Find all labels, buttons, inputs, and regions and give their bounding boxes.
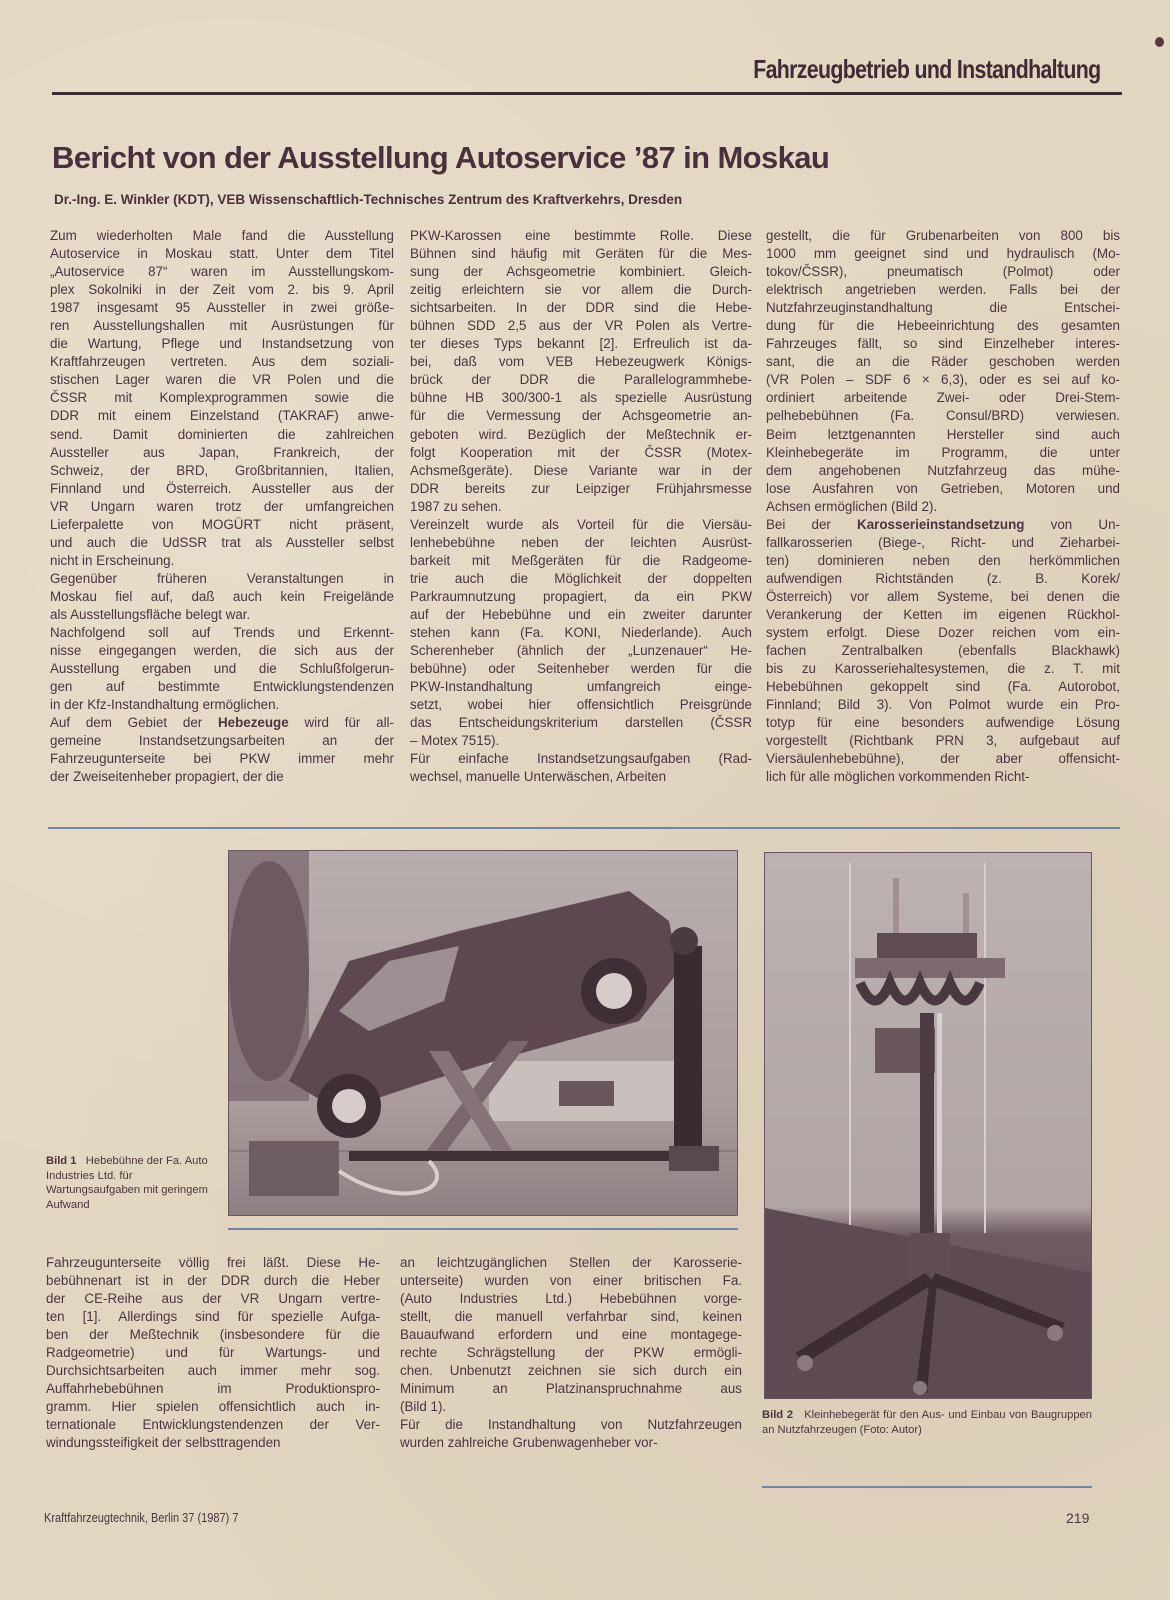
text-line: send. Damit dominierten die zahlreichen <box>50 426 394 442</box>
text-line: Bauaufwand erfordern und eine montagege- <box>400 1327 742 1343</box>
paragraph <box>400 1254 742 1416</box>
text-line: DDR mit einem Einzelstand (TAKRAF) anwe- <box>50 408 394 424</box>
paragraph <box>50 714 394 786</box>
text-run: Auf dem Gebiet der <box>50 715 218 731</box>
text-line: Finnland; Bild 3). Von Polmot wurde ein Pro- <box>766 697 1120 713</box>
text-line: ter dieses Typs bekannt [2]. Erfreulich ist da- <box>410 336 752 352</box>
text-line: (VR Polen – SDF 6 × 6,3), oder es sei auf ko- <box>766 372 1120 388</box>
text-line: gen auf bestimmte Entwicklungstendenzen <box>50 679 394 695</box>
text-line: 1987 zu sehen. <box>410 498 502 514</box>
text-line: ben der Meßtechnik (insbesondere für die <box>46 1327 380 1343</box>
text-line: Zum wiederholten Male fand die Ausstellung <box>50 228 394 243</box>
text-line: geboten wird. Bezüglich der Meßtechnik er- <box>410 426 752 442</box>
text-line: zeitig erleichtern sie vor allem die Durch- <box>410 282 752 298</box>
text-line: für die Vermessung der Achsgeometrie an- <box>410 408 752 424</box>
ink-spot <box>1155 37 1164 47</box>
text-column-2 <box>410 227 752 786</box>
article-title: Bericht von der Ausstellung Autoservice ’87 in Moskau <box>52 140 830 175</box>
text-run: wird für all- <box>288 715 394 731</box>
figure-1-caption <box>46 1154 221 1212</box>
text-line: Viersäulenhebebühne), der aber offensicht- <box>766 751 1120 767</box>
figure-2-photo <box>764 852 1092 1399</box>
text-line: tokov/ČSSR), pneumatisch (Polmot) oder <box>766 264 1120 280</box>
text-line: Scherenheber (ähnlich der „Lunzenauer“ He- <box>410 643 752 659</box>
text-line: der CE-Reihe aus der VR Ungarn vertre- <box>46 1291 380 1307</box>
text-line: sung der Achsgeometrie kombiniert. Gleich- <box>410 264 752 280</box>
keyword-bold: Karosserieinstandsetzung <box>857 516 1025 532</box>
text-column-4 <box>46 1254 380 1453</box>
figure-1-divider <box>228 1228 738 1230</box>
figure-2-caption-text: Kleinhebegerät für den Aus- und Einbau von Baugruppen an Nutzfahrzeugen (Foto: Autor) <box>762 1409 1092 1436</box>
text-column-3 <box>766 227 1120 786</box>
paragraph <box>410 516 752 751</box>
text-line: folgt Kooperation mit der ČSSR (Motex- <box>410 444 752 460</box>
figure-2-divider <box>762 1486 1092 1488</box>
text-line: Verankerung der Ketten im eigenen Rückhol- <box>766 606 1120 622</box>
text-line: Nachfolgend soll auf Trends und Erkennt- <box>50 625 394 641</box>
section-divider <box>48 827 1120 829</box>
text-line: vorgestellt (Richtbank PRN 3, aufgebaut auf <box>766 733 1120 749</box>
text-line: stellt, die manuell verfahrbar sind, keinen <box>400 1309 742 1325</box>
text-line: 1987 insgesamt 95 Aussteller in zwei größe- <box>50 300 394 316</box>
text-line <box>766 516 1120 534</box>
text-line: Bühnen sind häufig mit Geräten für die Mes- <box>410 246 752 262</box>
text-line: bebühnenart ist in der DDR durch die Heber <box>46 1273 380 1289</box>
text-column-1 <box>50 227 394 786</box>
text-line: Minimum an Platzinanspruchnahme aus <box>400 1381 742 1397</box>
paragraph <box>410 750 752 786</box>
text-line: stischen Lager waren die VR Polen und die <box>50 372 394 388</box>
text-line <box>50 714 394 732</box>
text-line: Schweiz, der BRD, Großbritannien, Italien, <box>50 462 394 478</box>
text-line: Österreich) vor allem Systeme, bei denen die <box>766 588 1120 604</box>
text-line: elektrisch angetrieben werden. Falls bei der <box>766 282 1120 298</box>
text-line: Ausstellung ergaben und die Schlußfolgerun- <box>50 661 394 677</box>
text-line: fachen Zentralbalken (ebenfalls Blackhawk) <box>766 643 1120 659</box>
paragraph <box>46 1254 380 1453</box>
text-line: ternationale Entwicklungstendenzen der Ver- <box>46 1417 380 1433</box>
text-line: Für die Instandhaltung von Nutzfahrzeugen <box>400 1417 742 1433</box>
page-number: 219 <box>1066 1510 1090 1526</box>
text-line: VR Ungarn waren trotz der umfangreichen <box>50 498 394 514</box>
text-line: pelhebebühnen (Fa. Consul/BRD) verwiesen. <box>766 408 1120 424</box>
text-line: Beim letztgenannten Hersteller sind auch <box>766 426 1120 442</box>
small-lifting-device-illustration <box>765 853 1091 1398</box>
text-line: fallkarosserien (Biege-, Richt- und Zieharbei- <box>766 534 1120 550</box>
text-line: wurden zahlreiche Grubenwagenheber vor- <box>400 1435 658 1451</box>
text-line: rechte Schrägstellung der PKW ermögli- <box>400 1345 742 1361</box>
text-line: Moskau fiel auf, daß auch kein Freigelände <box>50 588 394 604</box>
text-line: bis zu Karosseriehaltesystemen, die z. T. mit <box>766 661 1120 677</box>
paragraph <box>50 570 394 624</box>
text-line: gemeine Instandsetzungsarbeiten an der <box>50 733 394 749</box>
text-line: Für einfache Instandsetzungsaufgaben (Rad- <box>410 751 752 767</box>
paragraph <box>410 227 752 516</box>
car-lift-illustration <box>229 851 737 1215</box>
paragraph <box>50 624 394 714</box>
text-line: (Bild 1). <box>400 1399 447 1415</box>
journal-reference: Kraftfahrzeugtechnik, Berlin 37 (1987) 7 <box>44 1511 239 1525</box>
text-line: Auffahrhebebühnen im Produktionspro- <box>46 1381 380 1397</box>
text-run: Bei der <box>766 516 858 532</box>
header-rule <box>52 92 1122 95</box>
text-line: setzt, wobei hier offensichtlich Preisgründe <box>410 697 752 713</box>
text-line: an leichtzugänglichen Stellen der Karosserie- <box>400 1255 742 1270</box>
text-line: bei, daß vom VEB Hebezeugwerk Königs- <box>410 354 752 370</box>
text-line: lenhebebühne neben der leichten Ausrüst- <box>410 534 752 550</box>
text-line: ten [1]. Allerdings sind für spezielle Aufga- <box>46 1309 380 1325</box>
text-line: Vereinzelt wurde als Vorteil für die Viersäu- <box>410 516 752 532</box>
text-line: und auch die UdSSR trat als Aussteller selbst <box>50 534 394 550</box>
text-line: unterseite) wurden von einer britischen Fa. <box>400 1273 742 1289</box>
text-line: bühne HB 300/300-1 als spezielle Ausrüstung <box>410 390 752 406</box>
text-line: aufwendigen Richtständen (z. B. Korek/ <box>766 570 1120 586</box>
section-heading: Fahrzeugbetrieb und Instandhaltung <box>752 54 1100 84</box>
paragraph <box>50 227 394 570</box>
figure-2-caption <box>762 1408 1092 1437</box>
figure-1-caption-text: Hebebühne der Fa. Auto Industries Ltd. für Wartungsaufgaben mit geringem Aufwand <box>46 1155 208 1211</box>
paragraph <box>400 1416 742 1452</box>
text-line: dung für die Hebeeinrichtung des gesamten <box>766 318 1120 334</box>
text-line: als Ausstellungsfläche belegt war. <box>50 606 251 622</box>
text-line: Achsen ermöglichen (Bild 2). <box>766 498 938 514</box>
text-line: Parkraumnutzung propagiert, da ein PKW <box>410 588 752 604</box>
text-line: totyp für eine besonders aufwendige Lösung <box>766 715 1120 731</box>
text-line: PKW-Instandhaltung umfangreich einge- <box>410 679 752 695</box>
text-line: Durchsichtsarbeiten auch immer mehr sog. <box>46 1363 380 1379</box>
text-line: Fahrzeugunterseite völlig frei läßt. Diese He- <box>46 1255 380 1270</box>
keyword-bold: Hebezeuge <box>217 715 289 731</box>
text-line: ČSSR mit Komplexprogrammen sowie die <box>50 390 394 406</box>
figure-2-label: Bild 2 <box>762 1409 794 1421</box>
text-line: lich für alle möglichen vorkommenden Richt- <box>766 769 1030 785</box>
text-line: Finnland und Österreich. Aussteller aus der <box>50 480 394 496</box>
text-line: – Motex 7515). <box>410 733 500 749</box>
text-line: windungssteifigkeit der selbsttragenden <box>46 1435 281 1451</box>
text-line: sant, die an die Räder geschoben werden <box>766 354 1120 370</box>
text-line: stehen kann (Fa. KONI, Niederlande). Auch <box>410 625 752 641</box>
text-line: der Zweiseitenheber propagiert, der die <box>50 769 284 785</box>
text-line: Hebebühnen gekoppelt sind (Fa. Autorobot, <box>766 679 1120 695</box>
text-line: nisse eingegangen werden, die sich aus der <box>50 643 394 659</box>
text-line: lose Ausfahren von Getrieben, Motoren und <box>766 480 1120 496</box>
text-line: plex Sokolniki in der Zeit vom 2. bis 9. April <box>50 282 394 298</box>
text-line: auf der Hebebühne und ein zweiter darunter <box>410 606 752 622</box>
text-line: Aussteller aus Japan, Frankreich, der <box>50 444 394 460</box>
text-run: von Un- <box>1024 516 1120 532</box>
text-line: barkeit mit Meßgeräten für die Radgeome- <box>410 552 752 568</box>
text-line: in der Kfz-Instandhaltung ermöglichen. <box>50 697 280 713</box>
text-line: Autoservice in Moskau statt. Unter dem Titel <box>50 246 394 262</box>
text-line: Gegenüber früheren Veranstaltungen in <box>50 570 394 586</box>
text-line: Lieferpalette von MOGÜRT nicht präsent, <box>50 516 394 532</box>
text-line: gestellt, die für Grubenarbeiten von 800 bis <box>766 228 1120 243</box>
text-line: das Entscheidungskriterium darstellen (ČSSR <box>410 715 752 731</box>
text-line: ordiniert arbeitende Zwei- oder Drei-Stem- <box>766 390 1120 406</box>
text-line: 1000 mm geeignet sind und hydraulisch (Mo- <box>766 246 1120 262</box>
figure-1-label: Bild 1 <box>46 1155 77 1167</box>
text-line: Kraftfahrzeugen vertreten. Aus dem soziali- <box>50 354 394 370</box>
text-line: ten) dominieren neben den herkömmlichen <box>766 552 1120 568</box>
text-line: Achsmeßgeräte). Diese Variante war in der <box>410 462 752 478</box>
text-line: Fahrzeuges fällt, so sind Einzelheber interes- <box>766 336 1120 352</box>
text-line: brück der DDR die Parallelogrammhebe- <box>410 372 752 388</box>
text-line: „Autoservice 87“ waren im Ausstellungskom- <box>50 264 394 280</box>
paragraph <box>766 516 1120 787</box>
text-line: trie auch die Möglichkeit der doppelten <box>410 570 752 586</box>
text-line: dem angehobenen Nutzfahrzeug das mühe- <box>766 462 1120 478</box>
text-line: Fahrzeugunterseite bei PKW immer mehr <box>50 751 394 767</box>
text-line: bebühne) oder Seitenheber werden für die <box>410 661 752 677</box>
text-line: Radgeometrie) und für Wartungs- und <box>46 1345 380 1361</box>
text-line: gramm. Hier spielen offensichtlich auch in- <box>46 1399 380 1415</box>
text-line: Nutzfahrzeuginstandhaltung die Entschei- <box>766 300 1120 316</box>
figure-1-photo <box>228 850 738 1216</box>
text-line: (Auto Industries Ltd.) Hebebühnen vorge- <box>400 1291 742 1307</box>
text-line: Kleinhebegeräte im Programm, die unter <box>766 444 1120 460</box>
text-line: die Wartung, Pflege und Instandsetzung von <box>50 336 394 352</box>
text-line: bühnen SDD 2,5 aus der VR Polen als Vertre- <box>410 318 752 334</box>
text-line: wechsel, manuelle Unterwäschen, Arbeiten <box>410 769 667 785</box>
text-line: PKW-Karossen eine bestimmte Rolle. Diese <box>410 228 752 243</box>
text-column-5 <box>400 1254 742 1453</box>
text-line: system erfolgt. Diese Dozer reichen vom ein- <box>766 625 1120 641</box>
text-line: sichtsarbeiten. In der DDR sind die Hebe- <box>410 300 752 316</box>
paragraph <box>766 227 1120 516</box>
text-line: chen. Unbenutzt zeichnen sie sich durch ein <box>400 1363 742 1379</box>
article-byline: Dr.-Ing. E. Winkler (KDT), VEB Wissenschaftlich-Technisches Zentrum des Kraftverkehrs, Dresden <box>54 192 683 207</box>
text-line: DDR bereits zur Leipziger Frühjahrsmesse <box>410 480 752 496</box>
text-line: ren Ausstellungshallen mit Ausrüstungen für <box>50 318 394 334</box>
text-line: nicht in Erscheinung. <box>50 552 175 568</box>
